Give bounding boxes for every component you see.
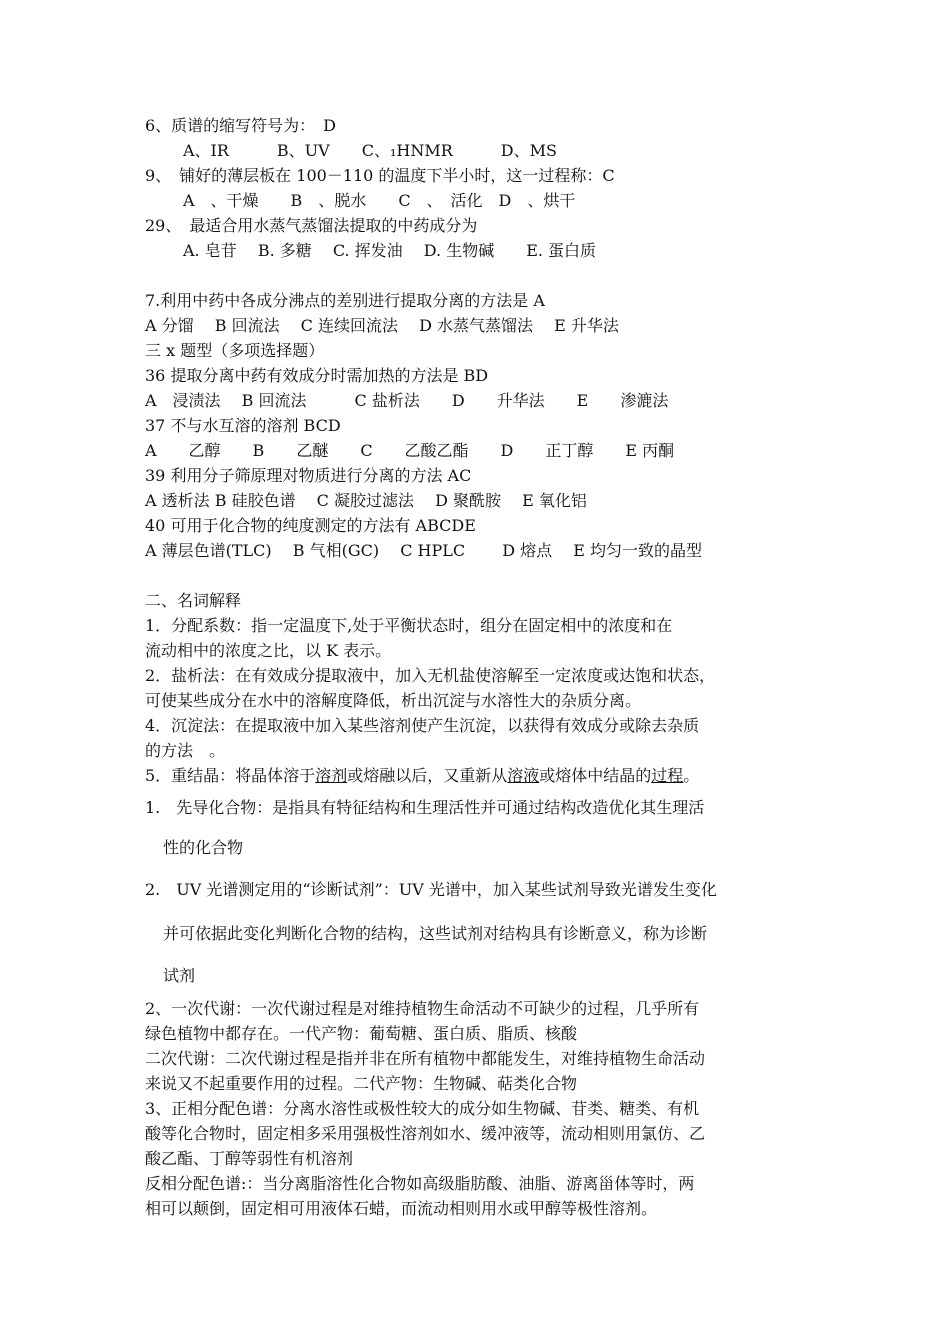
- term-5-link-solvent[interactable]: 溶剂: [315, 766, 348, 785]
- question-29-options: A. 皂苷 B. 多糖 C. 挥发油 D. 生物碱 E. 蛋白质: [183, 241, 597, 260]
- term-4-line-2: 的方法 。: [145, 741, 226, 760]
- term-2-line-2: 可使某些成分在水中的溶解度降低，析出沉淀与水溶性大的杂质分离。: [145, 691, 642, 710]
- term-5-text-1: 5．重结晶：将晶体溶于: [145, 766, 316, 785]
- term-5-text-3: 或熔体中结晶的: [539, 766, 652, 785]
- partition-line-4: 反相分配色谱:：当分离脂溶性化合物如高级脂肪酸、油脂、游离甾体等时，两: [145, 1174, 695, 1193]
- partition-line-3: 酸乙酯、丁醇等弱性有机溶剂: [145, 1149, 354, 1168]
- question-7-options: A 分馏 B 回流法 C 连续回流法 D 水蒸气蒸馏法 E 升华法: [145, 316, 619, 335]
- lead-compound-line-1: 1. 先导化合物：是指具有特征结构和生理活性并可通过结构改造优化其生理活: [145, 798, 705, 817]
- question-9: 9、 铺好的薄层板在 100－110 的温度下半小时，这一过程称：C: [145, 166, 615, 185]
- metabolism-line-2: 绿色植物中都存在。一代产物：葡萄糖、蛋白质、脂质、核酸: [145, 1024, 578, 1043]
- metabolism-line-4: 来说又不起重要作用的过程。二代产物：生物碱、萜类化合物: [145, 1074, 578, 1093]
- uv-reagent-line-1: 2. UV 光谱测定用的“诊断试剂”：UV 光谱中，加入某些试剂导致光谱发生变化: [145, 880, 717, 899]
- question-37-options: A 乙醇 B 乙醚 C 乙酸乙酯 D 正丁醇 E 丙酮: [145, 441, 675, 460]
- partition-line-5: 相可以颠倒，固定相可用液体石蜡，而流动相则用水或甲醇等极性溶剂。: [145, 1199, 658, 1218]
- section-heading-terms: 二、名词解释: [145, 591, 242, 610]
- term-4-line-1: 4．沉淀法：在提取液中加入某些溶剂使产生沉淀，以获得有效成分或除去杂质: [145, 716, 700, 735]
- term-1-line-1: 1．分配系数：指一定温度下,处于平衡状态时，组分在固定相中的浓度和在: [145, 616, 673, 635]
- question-40-options: A 薄层色谱(TLC) B 气相(GC) C HPLC D 熔点 E 均匀一致的晶型: [145, 541, 702, 560]
- section-heading-multi-choice: 三 x 题型（多项选择题）: [145, 341, 325, 360]
- question-39: 39 利用分子筛原理对物质进行分离的方法 AC: [145, 466, 472, 485]
- question-6: 6、质谱的缩写符号为： D: [145, 116, 337, 135]
- term-5: [145, 763, 815, 788]
- question-40: 40 可用于化合物的纯度测定的方法有 ABCDE: [145, 516, 476, 535]
- question-39-options: A 透析法 B 硅胶色谱 C 凝胶过滤法 D 聚酰胺 E 氧化铝: [145, 491, 587, 510]
- spacer: [145, 563, 815, 588]
- question-36: 36 提取分离中药有效成分时需加热的方法是 BD: [145, 366, 489, 385]
- partition-line-2: 酸等化合物时，固定相多采用强极性溶剂如水、缓冲液等，流动相则用氯仿、乙: [145, 1124, 706, 1143]
- term-5-link-solution[interactable]: 溶液: [507, 766, 540, 785]
- question-7: 7.利用中药中各成分沸点的差别进行提取分离的方法是 A: [145, 291, 545, 310]
- question-29: 29、 最适合用水蒸气蒸馏法提取的中药成分为: [145, 216, 478, 235]
- question-6-options: A、IR B、UV C、₁HNMR D、MS: [183, 141, 557, 160]
- term-5-text-4: 。: [683, 766, 700, 785]
- lead-compound-line-2: 性的化合物: [163, 838, 244, 857]
- term-5-text-2: 或熔融以后，又重新从: [347, 766, 508, 785]
- spacer: [145, 263, 815, 288]
- question-9-options: A 、干燥 B 、脱水 C 、 活化 D 、烘干: [183, 191, 576, 210]
- question-37: 37 不与水互溶的溶剂 BCD: [145, 416, 341, 435]
- term-5-link-process[interactable]: 过程: [651, 766, 684, 785]
- document-page: [145, 113, 815, 1221]
- uv-reagent-line-2: 并可依据此变化判断化合物的结构，这些试剂对结构具有诊断意义，称为诊断: [163, 924, 708, 943]
- question-36-options: A 浸渍法 B 回流法 C 盐析法 D 升华法 E 渗漉法: [145, 391, 669, 410]
- term-2-line-1: 2．盐析法：在有效成分提取液中，加入无机盐使溶解至一定浓度或达饱和状态，: [145, 666, 716, 685]
- metabolism-line-3: 二次代谢：二次代谢过程是指并非在所有植物中都能发生，对维持植物生命活动: [145, 1049, 706, 1068]
- term-1-line-2: 流动相中的浓度之比，以 K 表示。: [145, 641, 392, 660]
- uv-reagent-line-3: 试剂: [163, 966, 196, 985]
- metabolism-line-1: 2、一次代谢：一次代谢过程是对维持植物生命活动不可缺少的过程，几乎所有: [145, 999, 700, 1018]
- partition-line-1: 3、正相分配色谱：分离水溶性或极性较大的成分如生物碱、苷类、糖类、有机: [145, 1099, 700, 1118]
